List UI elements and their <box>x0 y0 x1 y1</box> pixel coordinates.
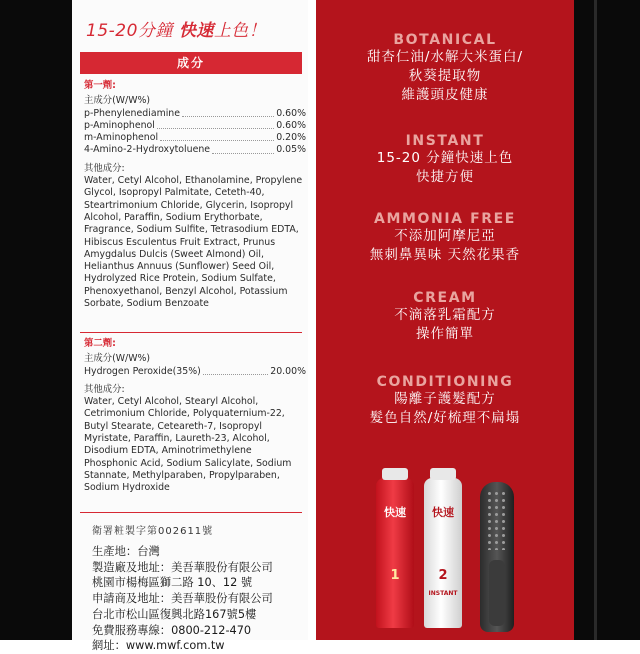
red-tube-illustration <box>376 478 414 628</box>
feature-title: CREAM <box>413 290 477 306</box>
info-line: 台北市松山區復興北路167號5樓 <box>92 607 257 621</box>
tube1-label: 快速 <box>384 506 406 519</box>
ingredient-panel <box>72 0 308 653</box>
feature-title: BOTANICAL <box>393 32 497 48</box>
feature-line: 快捷方便 <box>416 169 474 185</box>
section-title-bar: 成分 <box>80 52 302 74</box>
feature-line: 維護頭皮健康 <box>401 87 489 103</box>
features-panel <box>316 0 574 640</box>
info-line: 申請商及地址：美吾華股份有限公司 <box>92 592 273 606</box>
ingredient-value: 0.05% <box>276 144 306 156</box>
slogan-prefix: 15-20分鐘 <box>86 21 173 41</box>
feature-line: 不添加阿摩尼亞 <box>394 228 496 244</box>
ingredient-value: 0.60% <box>276 119 306 131</box>
tube2-tag: INSTANT <box>428 590 458 597</box>
ingredient-value: 0.60% <box>276 107 306 119</box>
feature-line: 15-20 分鐘快速上色 <box>376 150 514 166</box>
hair-brush-illustration <box>480 482 514 632</box>
part1-row <box>84 132 306 144</box>
feature-line: 無刺鼻異味 天然花果香 <box>369 247 521 263</box>
right-black-band <box>574 0 640 640</box>
slogan-suffix: 上色！ <box>213 21 267 41</box>
feature-line: 甜杏仁油/水解大米蛋白/ <box>366 49 524 65</box>
divider <box>80 512 302 513</box>
feature-botanical <box>316 32 574 105</box>
brush-bristles <box>486 490 508 550</box>
feature-line: 不滴落乳霜配方 <box>394 307 496 323</box>
part1-other-label: 其他成分: <box>84 162 125 174</box>
part2-other-label: 其他成分: <box>84 383 125 395</box>
feature-line: 陽離子護髮配方 <box>394 391 496 407</box>
part1-heading: 第一劑: <box>84 80 116 91</box>
feature-line: 操作簡單 <box>416 326 474 342</box>
ingredient-name: p-Phenylenediamine <box>84 107 181 119</box>
part2-row <box>84 366 306 378</box>
ingredient-name: p-Aminophenol <box>84 119 155 131</box>
part1-main-label: 主成分(W/W%) <box>84 95 151 107</box>
feature-line: 髮色自然/好梳理不扁塌 <box>369 410 521 426</box>
slogan <box>86 16 266 41</box>
feature-title: INSTANT <box>405 133 485 149</box>
white-tube-illustration <box>424 478 462 628</box>
info-line: 製造廠及地址：美吾華股份有限公司 <box>92 560 273 574</box>
ingredient-name: 4-Amino-2-Hydroxytoluene <box>84 144 211 156</box>
feature-line: 秋葵提取物 <box>408 68 482 84</box>
tube-cap <box>382 468 408 480</box>
registration-number: 衛署粧製字第002611號 <box>92 526 214 537</box>
ingredient-value: 20.00% <box>270 365 306 377</box>
feature-ammonia-free <box>316 211 574 265</box>
part1-row <box>84 120 306 132</box>
ingredient-name: m-Aminophenol <box>84 132 159 144</box>
feature-instant <box>316 133 574 187</box>
ingredient-name: Hydrogen Peroxide(35%) <box>84 365 201 377</box>
part2-block <box>84 338 306 495</box>
info-line: 桃園市楊梅區獅二路 10、12 號 <box>92 576 253 590</box>
left-black-band <box>0 0 72 640</box>
part1-block <box>84 80 306 310</box>
feature-cream <box>316 290 574 344</box>
ingredient-value: 0.20% <box>276 132 306 144</box>
brush-handle <box>489 560 505 626</box>
part1-other-ingredients: Water, Cetyl Alcohol, Ethanolamine, Propylene Glycol, Isopropyl Palmitate, Ceteth-40, Steartrimonium Chloride, Glycerin, Isopropyl Alcohol, Paraffin, Sodium Erythorbate, Fragrance, Sodium Sulfite, Tetrasodium EDTA, Hibiscus Esculentus Fruit Extract, Prunus Amygdalus Dulcis (Sweet Almond) Oil, Helianthus Annuus (Sunflower) Seed Oil, Hydrolyzed Rice Protein, Sodium Sulfate, Phenoxyethanol, Benzyl Alcohol, Potassium Sorbate, Sodium Benzoate <box>84 175 303 310</box>
slogan-bold: 快速 <box>178 21 214 41</box>
part2-other-ingredients: Water, Cetyl Alcohol, Stearyl Alcohol, Cetrimonium Chloride, Polyquaternium-22, Butyl Stearate, Ceteareth-7, Isopropyl Myristate, Paraffin, Laureth-23, Alcohol, Disodium EDTA, Aminotrimethylene Phosphonic Acid, Sodium Salicylate, Sodium Stannate, Methylparaben, Propylparaben, Sodium Hydroxide <box>84 396 292 494</box>
right-band-strip <box>594 0 597 640</box>
tube2-number: 2 <box>438 568 448 583</box>
feature-conditioning <box>316 374 574 428</box>
tube2-label: 快速 <box>432 506 454 519</box>
feature-title: AMMONIA FREE <box>374 211 516 227</box>
tube1-number: 1 <box>390 568 400 583</box>
info-line: 網址：www.mwf.com.tw <box>92 639 225 653</box>
feature-title: CONDITIONING <box>376 374 514 390</box>
info-line: 免費服務專線：0800-212-470 <box>92 623 252 637</box>
part2-heading: 第二劑: <box>84 338 116 349</box>
part1-row <box>84 108 306 120</box>
part1-row <box>84 144 306 156</box>
manufacturer-info <box>92 544 273 654</box>
info-line: 生產地：台灣 <box>92 545 160 558</box>
divider <box>80 332 302 333</box>
part2-main-label: 主成分(W/W%) <box>84 353 151 365</box>
tube-cap <box>430 468 456 480</box>
